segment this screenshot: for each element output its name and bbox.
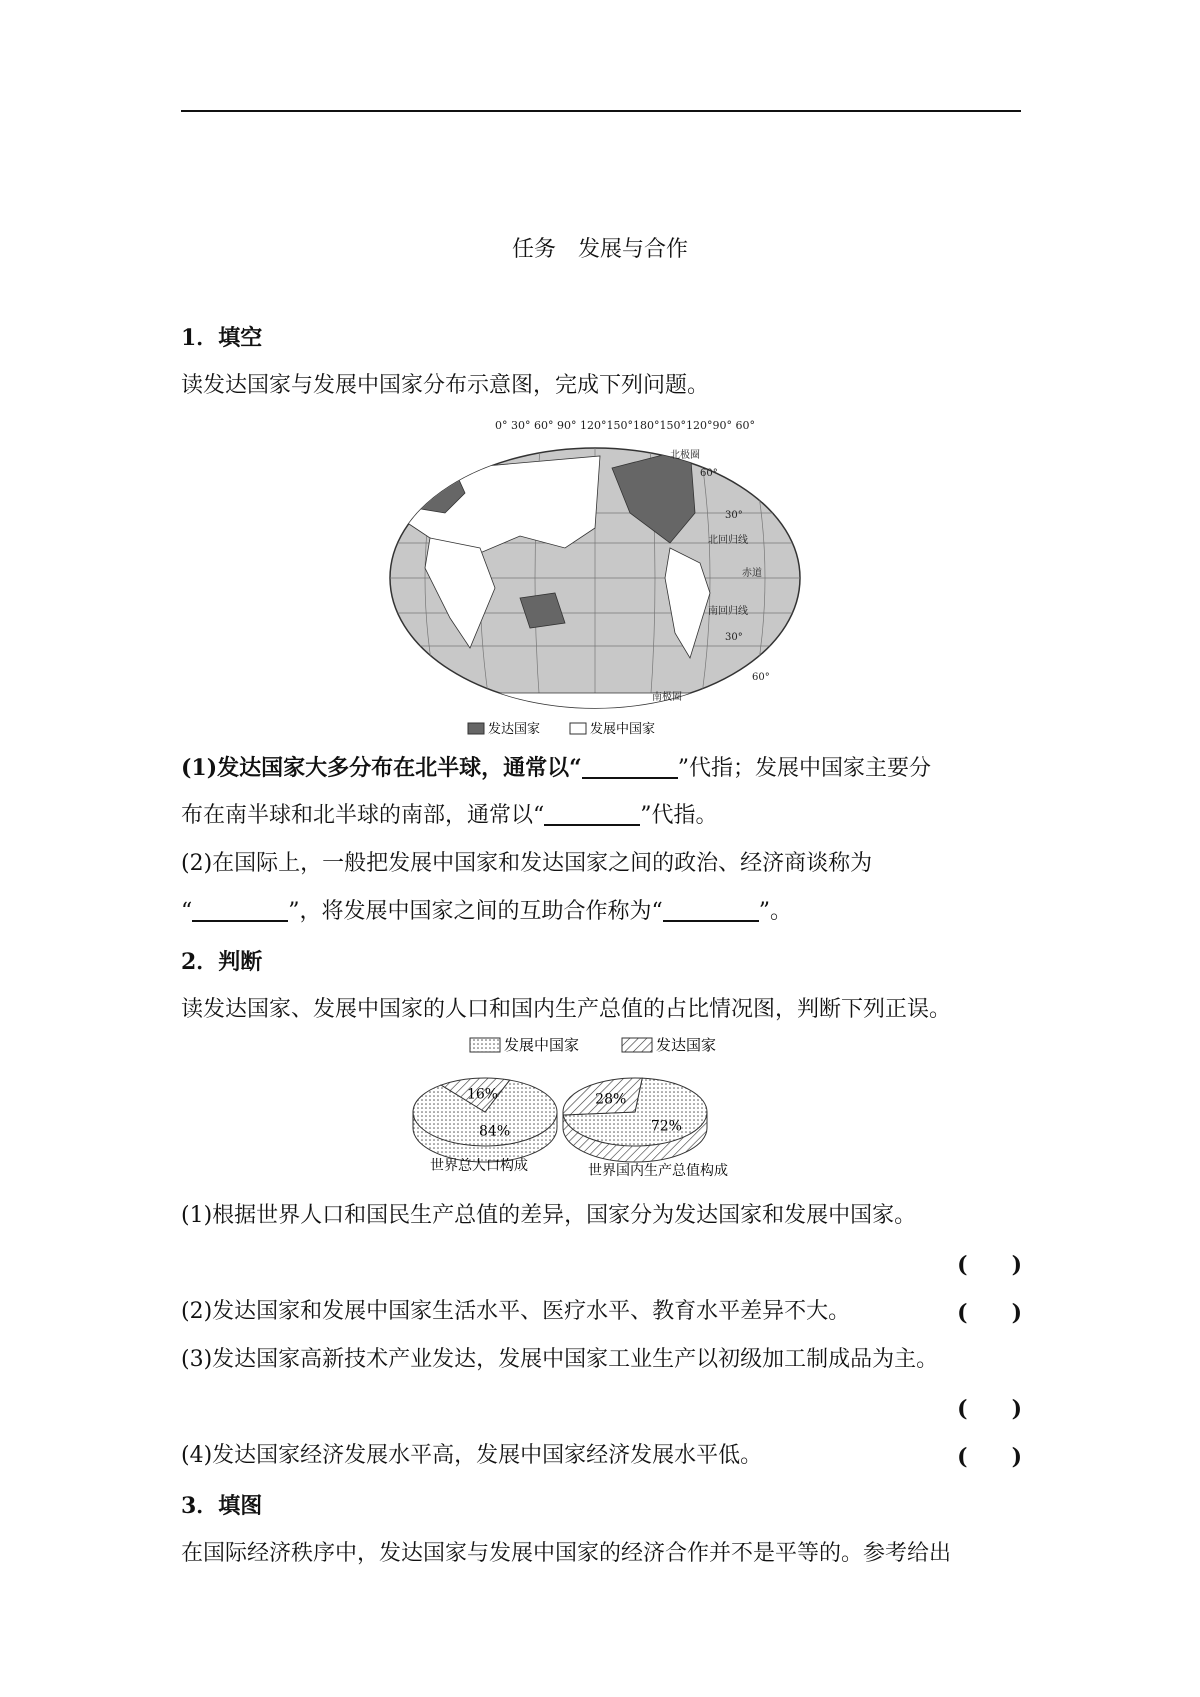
judge-item-4: (4)发达国家经济发展水平高，发展中国家经济发展水平低。 [181, 1443, 763, 1468]
world-map-figure [370, 418, 830, 738]
svg-text:北极圈: 北极圈 [670, 450, 700, 461]
legend-developed-label: 发达国家 [488, 722, 541, 737]
pie-2-caption: 世界国内生产总值构成 [588, 1163, 728, 1179]
svg-text:北回归线: 北回归线 [708, 535, 748, 546]
pies-group [413, 1078, 707, 1162]
answer-paren-1[interactable]: ( ) [957, 1252, 1022, 1278]
question-1-1-line-1: (1)发达国家大多分布在北半球，通常以“ ”代指；发展中国家主要分 [181, 755, 932, 781]
pie-legend-developing: 发展中国家 [504, 1036, 580, 1054]
answer-paren-4[interactable]: ( ) [957, 1444, 1022, 1470]
legend-developing-swatch [470, 1038, 500, 1052]
page-title: 任务 发展与合作 [511, 237, 688, 262]
legend-developing-swatch [570, 723, 586, 734]
svg-text:30°: 30° [725, 510, 743, 521]
judge-item-2: (2)发达国家和发展中国家生活水平、医疗水平、教育水平差异不大。 [181, 1299, 851, 1324]
section-1-heading: 1．填空 [181, 325, 263, 351]
section-2-intro: 读发达国家、发展中国家的人口和国内生产总值的占比情况图，判断下列正误。 [181, 997, 952, 1022]
svg-text:赤道: 赤道 [742, 568, 762, 579]
pie-1-label-2: 16% [466, 1086, 499, 1103]
pie-legend-developed: 发达国家 [656, 1036, 717, 1054]
pie-2-label-1: 72% [650, 1118, 682, 1135]
question-1-2-line-1: (2)在国际上，一般把发展中国家和发达国家之间的政治、经济商谈称为 [181, 851, 873, 876]
legend-developed-swatch [468, 723, 484, 734]
section-1-intro: 读发达国家与发展中国家分布示意图，完成下列问题。 [181, 373, 710, 398]
svg-text:60°: 60° [752, 672, 770, 683]
legend-developing-label: 发展中国家 [590, 722, 656, 737]
question-1-2-line-2: “ ”，将发展中国家之间的互助合作称为“ ”。 [181, 899, 792, 924]
question-1-1-line-2: 布在南半球和北半球的南部，通常以“ ”代指。 [181, 803, 718, 828]
map-longitude-labels: 0° 30° 60° 90° 120°150°180°150°120°90° 60° [495, 419, 755, 432]
blank-4[interactable] [663, 898, 759, 922]
blank-3[interactable] [192, 898, 288, 922]
answer-paren-3[interactable]: ( ) [957, 1396, 1022, 1422]
section-3-heading: 3．填图 [181, 1493, 263, 1519]
map-antarctica [410, 693, 790, 718]
section-3-intro: 在国际经济秩序中，发达国家与发展中国家的经济合作并不是平等的。参考给出 [181, 1541, 952, 1566]
pie-1-caption: 世界总人口构成 [430, 1158, 528, 1174]
svg-text:60°: 60° [700, 468, 718, 479]
section-2-heading: 2．判断 [181, 949, 263, 975]
answer-paren-2[interactable]: ( ) [957, 1300, 1022, 1326]
header-rule [181, 110, 1021, 112]
svg-text:南回归线: 南回归线 [708, 606, 748, 617]
svg-text:30°: 30° [725, 632, 743, 643]
svg-text:南极圈: 南极圈 [652, 692, 682, 703]
legend-developed-swatch [622, 1038, 652, 1052]
pie-2-label-2: 28% [595, 1091, 627, 1108]
pie-1-label-1: 84% [479, 1123, 511, 1140]
judge-item-3: (3)发达国家高新技术产业发达，发展中国家工业生产以初级加工制成品为主。 [181, 1347, 939, 1372]
blank-1[interactable] [582, 755, 678, 779]
blank-2[interactable] [544, 802, 640, 826]
judge-item-1: (1)根据世界人口和国民生产总值的差异，国家分为发达国家和发展中国家。 [181, 1203, 917, 1228]
pie-charts-figure [400, 1030, 800, 1180]
